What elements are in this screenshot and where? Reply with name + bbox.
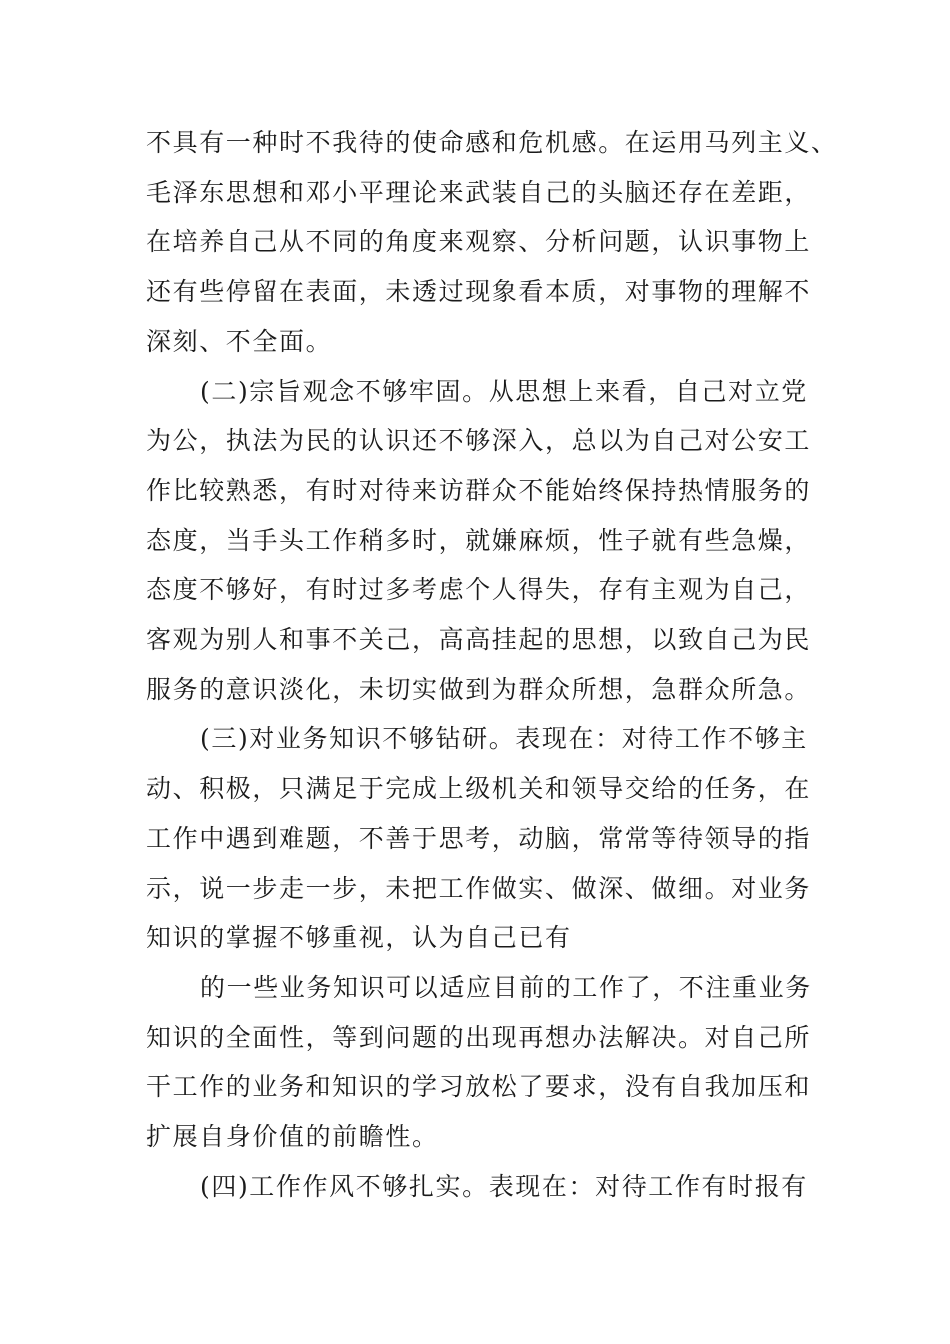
text-line: 作比较熟悉，有时对待来访群众不能始终保持热情服务的 — [146, 476, 812, 505]
text-line: 工作中遇到难题，不善于思考，动脑，常常等待领导的指 — [146, 824, 812, 853]
text-line: 态度，当手头工作稍多时，就嫌麻烦，性子就有些急燥， — [146, 526, 812, 555]
text-line: 干工作的业务和知识的学习放松了要求，没有自我加压和 — [146, 1072, 812, 1101]
text-line: 扩展自身价值的前瞻性。 — [146, 1122, 439, 1151]
text-line: (三)对业务知识不够钻研。表现在：对待工作不够主 — [200, 724, 808, 753]
text-line: 示，说一步走一步，未把工作做实、做深、做细。对业务 — [146, 874, 812, 903]
text-line: 不具有一种时不我待的使命感和危机感。在运用马列主义、 — [146, 128, 838, 157]
text-line: 动、积极，只满足于完成上级机关和领导交给的任务，在 — [146, 774, 812, 803]
text-line: 服务的意识淡化，未切实做到为群众所想，急群众所急。 — [146, 675, 812, 704]
text-line: (四)工作作风不够扎实。表现在：对待工作有时报有 — [200, 1172, 808, 1201]
text-line: 在培养自己从不同的角度来观察、分析问题，认识事物上 — [146, 227, 812, 256]
text-line: 毛泽东思想和邓小平理论来武装自己的头脑还存在差距， — [146, 178, 812, 207]
text-line: 知识的全面性，等到问题的出现再想办法解决。对自己所 — [146, 1023, 812, 1052]
text-line: 的一些业务知识可以适应目前的工作了，不注重业务 — [200, 973, 812, 1002]
text-line: 态度不够好，有时过多考虑个人得失，存有主观为自己， — [146, 575, 812, 604]
text-line: (二)宗旨观念不够牢固。从思想上来看，自己对立党 — [200, 377, 808, 406]
text-line: 客观为别人和事不关己，高高挂起的思想，以致自己为民 — [146, 625, 812, 654]
text-line: 为公，执法为民的认识还不够深入，总以为自己对公安工 — [146, 426, 812, 455]
text-line: 还有些停留在表面，未透过现象看本质，对事物的理解不 — [146, 277, 812, 306]
text-line: 知识的掌握不够重视，认为自己已有 — [146, 923, 572, 952]
text-line: 深刻、不全面。 — [146, 327, 333, 356]
